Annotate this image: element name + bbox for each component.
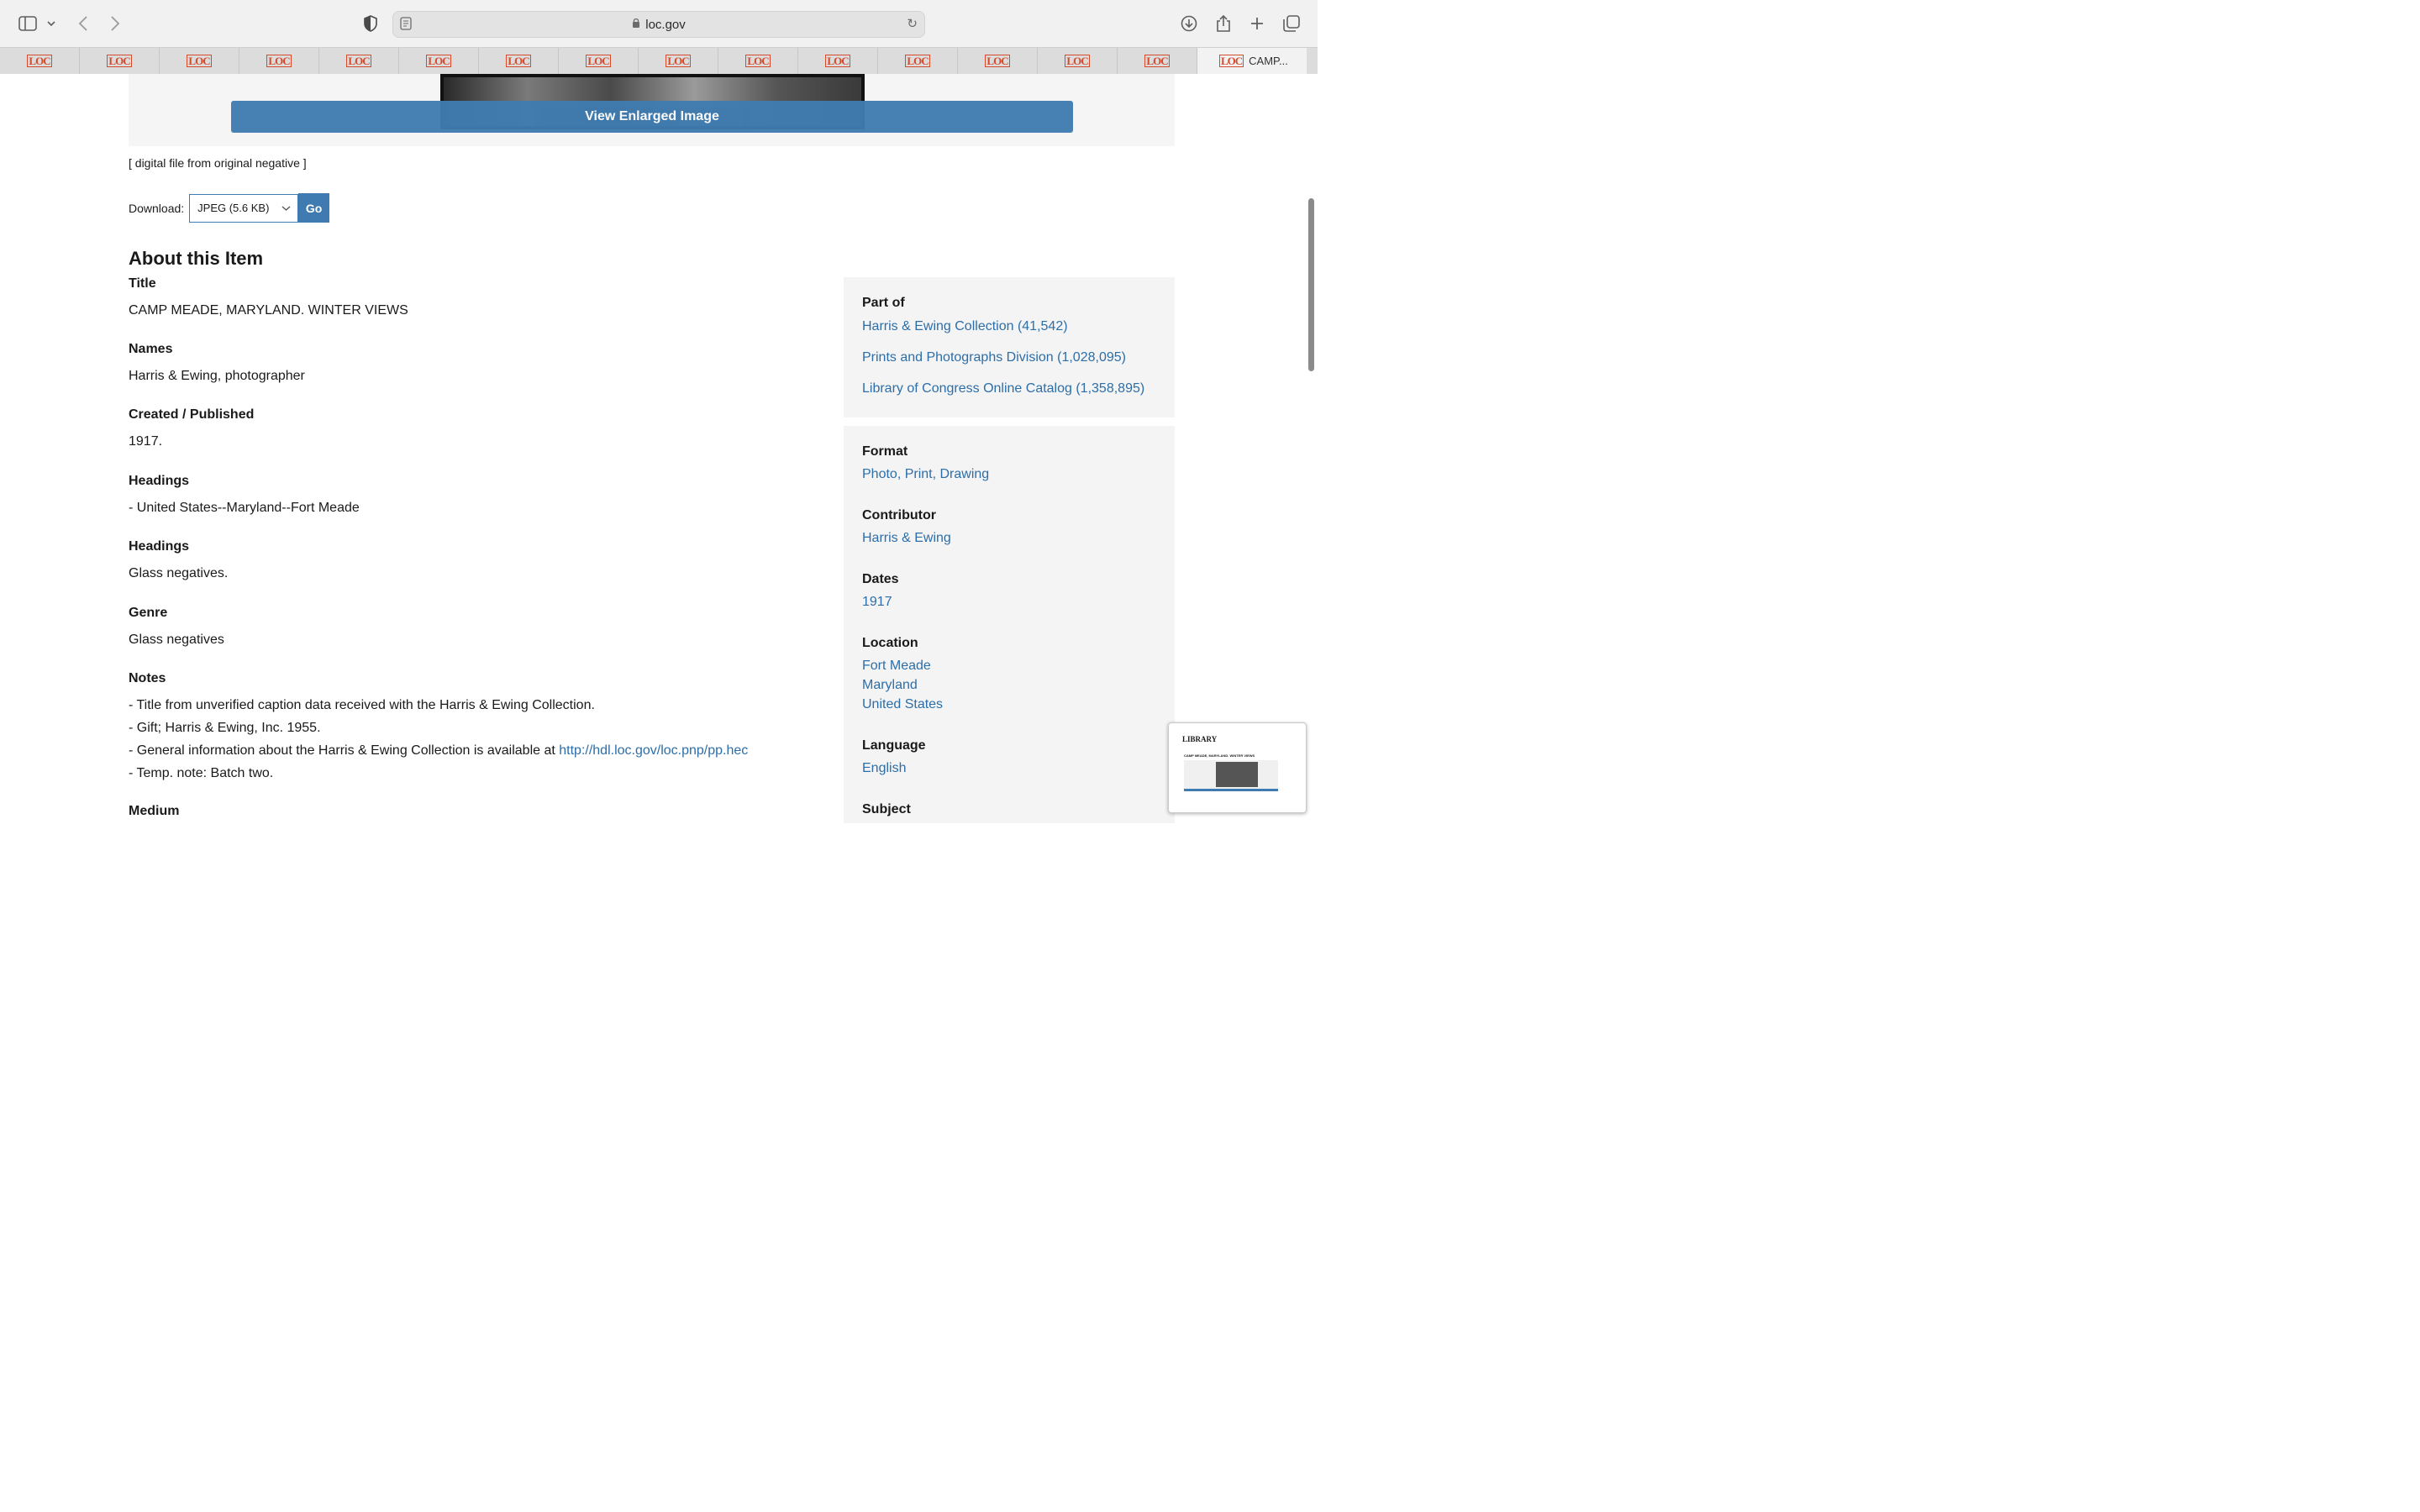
preview-image [1184,760,1278,790]
lock-icon [632,18,640,31]
loc-logo-icon: LOC [747,55,769,67]
browser-tab[interactable] [319,48,399,74]
contributor-field [862,508,951,548]
headings-field-2 [129,539,228,585]
page-scrollbar[interactable] [1308,198,1314,371]
genre-field [129,606,224,651]
page-preview-thumbnail[interactable] [1168,722,1307,813]
browser-tab[interactable] [639,48,718,74]
reader-icon[interactable] [400,17,412,34]
part-of-link[interactable]: Harris & Ewing Collection (41,542) [862,319,1068,333]
names-field [129,342,305,387]
browser-tab[interactable] [160,48,239,74]
format-field [862,444,989,484]
browser-tab[interactable] [798,48,878,74]
loc-logo-icon: LOC [188,55,210,67]
loc-logo-icon: LOC [29,55,50,67]
field-label: Title [129,276,156,291]
browser-tab[interactable] [399,48,479,74]
title-field [129,276,408,322]
tab-title: CAMP... [1249,55,1288,67]
reload-icon[interactable]: ↻ [907,17,918,31]
privacy-shield-icon[interactable] [359,12,382,35]
preview-logo: LIBRARY [1182,735,1218,743]
download-row [129,193,329,223]
location-field [862,636,943,714]
field-label: Headings [129,539,190,554]
note-item [129,739,748,762]
share-icon[interactable] [1212,12,1235,35]
browser-tab[interactable] [878,48,958,74]
downloads-icon[interactable] [1177,12,1201,35]
browser-tab[interactable] [479,48,559,74]
back-icon[interactable] [71,12,95,35]
field-label: Headings [129,474,190,488]
part-of-link[interactable]: Prints and Photographs Division (1,028,095) [862,350,1126,365]
loc-logo-icon: LOC [827,55,849,67]
loc-logo-icon: LOC [1066,55,1088,67]
loc-logo-icon: LOC [108,55,130,67]
part-of-link[interactable]: Library of Congress Online Catalog (1,358,895) [862,381,1145,396]
field-label: Language [862,738,926,753]
medium-field [129,804,179,823]
note-item: - Gift; Harris & Ewing, Inc. 1955. [129,721,321,735]
loc-logo-icon: LOC [1146,55,1168,67]
note-item: - Temp. note: Batch two. [129,766,274,780]
language-field [862,738,926,778]
location-link[interactable]: Fort Meade [862,659,931,673]
browser-tab[interactable] [80,48,160,74]
field-value: CAMP MEADE, MARYLAND. WINTER VIEWS [129,303,408,318]
browser-tab[interactable] [559,48,639,74]
part-of-panel [844,277,1175,417]
field-value: Glass negatives [129,633,224,647]
about-heading: About this Item [129,248,264,269]
loc-logo-icon: LOC [986,55,1008,67]
field-label: Dates [862,572,899,586]
preview-title: CAMP MEADE, MARYLAND. WINTER VIEWS [1184,753,1255,758]
language-link[interactable]: English [862,761,907,775]
loc-logo-icon: LOC [587,55,609,67]
sidebar-toggle-icon[interactable] [16,12,39,35]
image-panel [129,74,1175,146]
location-link[interactable]: Maryland [862,678,918,692]
tab-strip [0,47,1318,75]
notes-field [129,671,748,785]
field-label: Names [129,342,173,356]
tab-overview-icon[interactable] [1280,12,1303,35]
download-label: Download: [129,201,185,215]
chevron-down-icon[interactable] [42,12,60,35]
loc-logo-icon: LOC [508,55,529,67]
field-value: Harris & Ewing, photographer [129,369,305,383]
forward-icon[interactable] [103,12,127,35]
view-enlarged-image-button[interactable]: View Enlarged Image [231,101,1073,133]
field-label: Contributor [862,508,936,522]
download-format-select[interactable] [189,194,298,223]
loc-logo-icon: LOC [428,55,450,67]
dates-field [862,572,899,612]
browser-tab-active[interactable] [1197,48,1307,74]
browser-tab[interactable] [1038,48,1118,74]
field-label: Part of [862,296,905,310]
address-bar[interactable] [392,11,925,38]
field-label: Location [862,636,918,650]
browser-tab[interactable] [239,48,319,74]
loc-logo-icon: LOC [348,55,370,67]
field-label: Medium [129,804,180,818]
image-caption: [ digital file from original negative ] [129,156,307,170]
field-label: Created / Published [129,407,255,422]
part-of-field [862,296,905,316]
note-item: - Title from unverified caption data received with the Harris & Ewing Collection. [129,698,595,712]
created-field [129,407,254,453]
url-text: loc.gov [645,17,686,32]
new-tab-icon[interactable] [1245,12,1269,35]
dates-link[interactable]: 1917 [862,595,892,609]
field-value: - United States--Maryland--Fort Meade [129,501,360,515]
chevron-down-icon [281,202,291,214]
browser-tab[interactable] [1118,48,1197,74]
field-label: Format [862,444,908,459]
field-label: Genre [129,606,168,620]
headings-field [129,474,360,519]
preview-button [1184,789,1278,791]
download-format-value: JPEG (5.6 KB) [197,202,270,214]
collection-info-link[interactable]: http://hdl.loc.gov/loc.pnp/pp.hec [559,743,749,758]
format-link[interactable]: Photo, Print, Drawing [862,467,990,481]
field-value: Glass negatives. [129,566,229,580]
browser-tab[interactable] [0,48,80,74]
loc-logo-icon: LOC [1221,55,1243,67]
subject-field [862,802,911,822]
browser-toolbar [0,0,1318,47]
loc-logo-icon: LOC [268,55,290,67]
field-label: Notes [129,671,166,685]
loc-logo-icon: LOC [667,55,689,67]
facets-panel [844,426,1175,823]
download-go-button[interactable]: Go [298,193,329,223]
contributor-link[interactable]: Harris & Ewing [862,531,951,545]
location-link[interactable]: United States [862,697,944,711]
note-text: - General information about the Harris & Ewing Collection is available at [129,743,560,758]
browser-tab[interactable] [958,48,1038,74]
loc-logo-icon: LOC [907,55,929,67]
page-content [0,74,1318,823]
browser-tab[interactable] [718,48,798,74]
field-value: 1917. [129,434,163,449]
field-label: Subject [862,802,911,816]
